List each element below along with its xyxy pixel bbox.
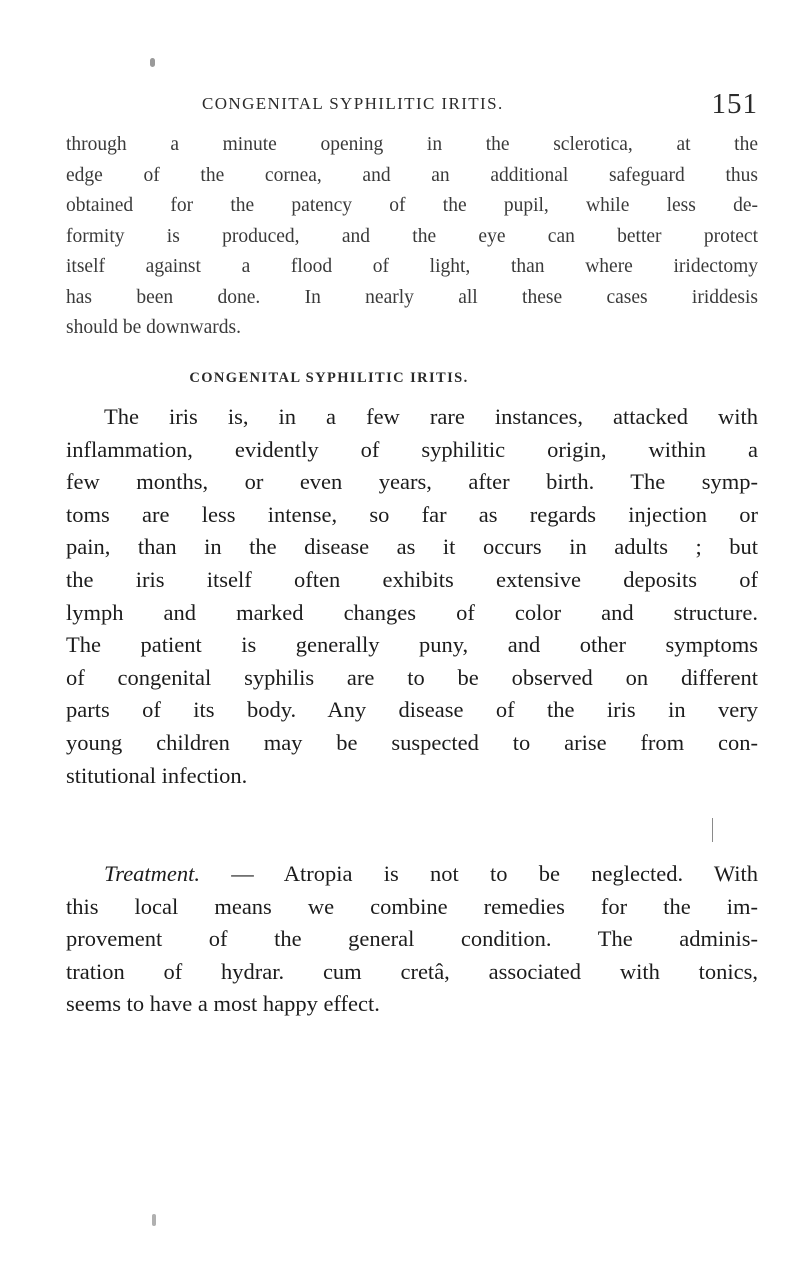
- text-line: seems to have a most happy effect.: [66, 991, 380, 1017]
- text-line: the iris itself often exhibits extensive deposits of: [66, 566, 758, 592]
- text-line: provement of the general condition. The adminis-: [66, 926, 758, 952]
- running-head: [66, 90, 758, 124]
- text-line: obtained for the patency of the pupil, while less de-: [66, 195, 758, 216]
- text-line: of congenital syphilis are to be observed on different: [66, 664, 758, 690]
- text-line: [66, 858, 758, 891]
- text-line: stitutional infection.: [66, 762, 248, 788]
- section-heading: [0, 370, 800, 387]
- paragraph-iritis: [66, 401, 758, 792]
- text-line: inflammation, evidently of syphilitic origin, within a: [66, 436, 758, 462]
- section-heading-text: CONGENITAL SYPHILITIC IRITIS.: [189, 370, 469, 386]
- text-line: parts of its body. Any disease of the iris in very: [66, 697, 758, 723]
- ink-speck: [152, 1214, 156, 1226]
- text-line: itself against a flood of light, than where iridectomy: [66, 256, 758, 277]
- text-line: should be downwards.: [66, 317, 241, 338]
- text-line: young children may be suspected to arise from con-: [66, 729, 758, 755]
- text-line: The patient is generally puny, and other symptoms: [66, 632, 758, 658]
- text-line: edge of the cornea, and an additional safeguard thus: [66, 164, 758, 186]
- text-line: this local means we combine remedies for the im-: [66, 893, 758, 919]
- text-line: The iris is, in a few rare instances, attacked with: [104, 404, 758, 429]
- treatment-first-line: — Atropia is not to be neglected. With: [200, 861, 758, 886]
- text-line: has been done. In nearly all these cases iriddesis: [66, 286, 758, 308]
- paragraph-treatment: [66, 858, 758, 1021]
- page-number: 151: [711, 88, 758, 120]
- ink-speck: [150, 58, 155, 67]
- paragraph-continuation: [66, 130, 758, 344]
- text-line: few months, or even years, after birth. The symp-: [66, 469, 758, 495]
- text-line: tration of hydrar. cum cretâ, associated with tonics,: [66, 958, 758, 984]
- margin-mark: [712, 818, 713, 842]
- text-line: formity is produced, and the eye can better protect: [66, 225, 758, 247]
- treatment-label: Treatment.: [104, 861, 201, 886]
- text-line: pain, than in the disease as it occurs in adults ; but: [66, 534, 758, 560]
- text-line: through a minute opening in the sclerotica, at the: [66, 134, 758, 155]
- text-line: toms are less intense, so far as regards injection or: [66, 501, 758, 527]
- running-title: CONGENITAL SYPHILITIC IRITIS.: [202, 94, 504, 113]
- text-line: lymph and marked changes of color and structure.: [66, 599, 758, 625]
